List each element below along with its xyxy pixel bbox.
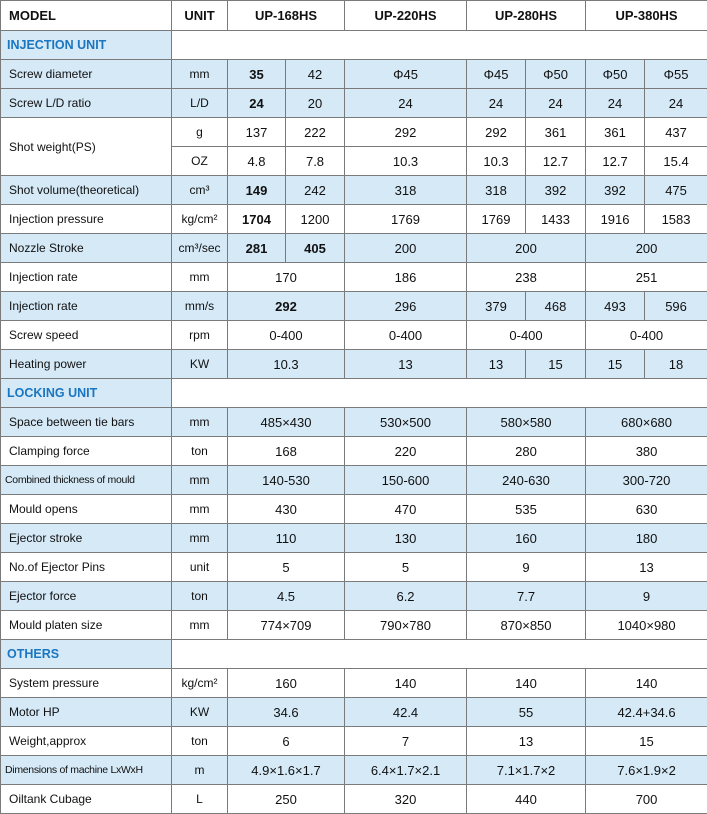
table-row (1, 756, 707, 785)
cell: 1200 (286, 205, 345, 234)
cell: 392 (526, 176, 586, 205)
table-row (1, 118, 707, 147)
row-unit: mm (172, 611, 228, 640)
cell: 470 (345, 495, 467, 524)
cell: 7.6×1.9×2 (586, 756, 707, 785)
cell: 170 (228, 263, 345, 292)
cell: 15 (526, 350, 586, 379)
cell: 9 (467, 553, 586, 582)
section-spacer (172, 31, 707, 60)
cell: 430 (228, 495, 345, 524)
cell: 24 (467, 89, 526, 118)
row-label: Motor HP (1, 698, 172, 727)
row-label: Mould platen size (1, 611, 172, 640)
cell: 140 (467, 669, 586, 698)
row-unit: kg/cm² (172, 205, 228, 234)
cell: 361 (526, 118, 586, 147)
unit-header: UNIT (172, 1, 228, 31)
row-unit: mm (172, 408, 228, 437)
cell: 140 (345, 669, 467, 698)
row-label: Heating power (1, 350, 172, 379)
section-spacer (172, 640, 707, 669)
cell: 1583 (645, 205, 707, 234)
cell: 7.7 (467, 582, 586, 611)
cell: 1769 (345, 205, 467, 234)
row-unit: unit (172, 553, 228, 582)
table-row (1, 582, 707, 611)
row-label: Space between tie bars (1, 408, 172, 437)
row-unit: ton (172, 727, 228, 756)
row-label: Combined thickness of mould (1, 466, 172, 495)
cell: 493 (586, 292, 645, 321)
row-unit: m (172, 756, 228, 785)
cell: 596 (645, 292, 707, 321)
cell: 18 (645, 350, 707, 379)
cell: 0-400 (228, 321, 345, 350)
table-row (1, 611, 707, 640)
section-label: OTHERS (1, 640, 172, 669)
table-row (1, 408, 707, 437)
cell: 292 (467, 118, 526, 147)
cell: 55 (467, 698, 586, 727)
table-row (1, 350, 707, 379)
cell: 405 (286, 234, 345, 263)
cell: Φ55 (645, 60, 707, 89)
cell: 7 (345, 727, 467, 756)
cell: 292 (228, 292, 345, 321)
cell: 137 (228, 118, 286, 147)
cell: 250 (228, 785, 345, 814)
cell: 34.6 (228, 698, 345, 727)
cell: 379 (467, 292, 526, 321)
table-row (1, 524, 707, 553)
cell: 318 (345, 176, 467, 205)
cell: 475 (645, 176, 707, 205)
cell: 580×580 (467, 408, 586, 437)
row-unit: mm/s (172, 292, 228, 321)
row-unit: rpm (172, 321, 228, 350)
cell: 5 (345, 553, 467, 582)
cell: 392 (586, 176, 645, 205)
row-unit: cm³ (172, 176, 228, 205)
header-row (1, 1, 707, 31)
cell: 140 (586, 669, 707, 698)
cell: 150-600 (345, 466, 467, 495)
cell: 35 (228, 60, 286, 89)
cell: 280 (467, 437, 586, 466)
table-row (1, 466, 707, 495)
row-label: Screw L/D ratio (1, 89, 172, 118)
row-label: Nozzle Stroke (1, 234, 172, 263)
cell: 6 (228, 727, 345, 756)
cell: 12.7 (586, 147, 645, 176)
cell: 200 (467, 234, 586, 263)
row-unit: mm (172, 524, 228, 553)
row-unit: g (172, 118, 228, 147)
row-label: Oiltank Cubage (1, 785, 172, 814)
cell: 200 (345, 234, 467, 263)
cell: 440 (467, 785, 586, 814)
cell: 1769 (467, 205, 526, 234)
row-label: Ejector force (1, 582, 172, 611)
row-label: System pressure (1, 669, 172, 698)
row-label: Ejector stroke (1, 524, 172, 553)
cell: 535 (467, 495, 586, 524)
cell: 1916 (586, 205, 645, 234)
model-up-280hs: UP-280HS (467, 1, 586, 31)
cell: 0-400 (586, 321, 707, 350)
cell: 240-630 (467, 466, 586, 495)
cell: 318 (467, 176, 526, 205)
row-unit: L/D (172, 89, 228, 118)
cell: 13 (467, 727, 586, 756)
table-row (1, 669, 707, 698)
row-label: Screw speed (1, 321, 172, 350)
cell: 300-720 (586, 466, 707, 495)
cell: 180 (586, 524, 707, 553)
cell: 437 (645, 118, 707, 147)
table-row (1, 89, 707, 118)
cell: 242 (286, 176, 345, 205)
table-row (1, 234, 707, 263)
row-label: Mould opens (1, 495, 172, 524)
cell: 630 (586, 495, 707, 524)
cell: 320 (345, 785, 467, 814)
cell: 700 (586, 785, 707, 814)
table-row (1, 321, 707, 350)
cell: 15 (586, 350, 645, 379)
cell: 361 (586, 118, 645, 147)
cell: 1704 (228, 205, 286, 234)
cell: 130 (345, 524, 467, 553)
cell: 186 (345, 263, 467, 292)
row-unit: L (172, 785, 228, 814)
cell: 24 (345, 89, 467, 118)
cell: 4.8 (228, 147, 286, 176)
cell: 238 (467, 263, 586, 292)
cell: 20 (286, 89, 345, 118)
section-label: LOCKING UNIT (1, 379, 172, 408)
row-label: Injection rate (1, 292, 172, 321)
cell: 281 (228, 234, 286, 263)
row-unit: ton (172, 582, 228, 611)
cell: Φ50 (586, 60, 645, 89)
row-label: Shot weight(PS) (1, 118, 172, 176)
cell: 4.9×1.6×1.7 (228, 756, 345, 785)
cell: 485×430 (228, 408, 345, 437)
cell: 42.4 (345, 698, 467, 727)
cell: 10.3 (345, 147, 467, 176)
model-up-168hs: UP-168HS (228, 1, 345, 31)
cell: 12.7 (526, 147, 586, 176)
model-header: MODEL (1, 1, 172, 31)
cell: 7.8 (286, 147, 345, 176)
cell: 42.4+34.6 (586, 698, 707, 727)
table-row (1, 292, 707, 321)
cell: 160 (228, 669, 345, 698)
table-row (1, 205, 707, 234)
cell: 160 (467, 524, 586, 553)
cell: 6.2 (345, 582, 467, 611)
row-label: No.of Ejector Pins (1, 553, 172, 582)
section-locking-unit (1, 379, 707, 408)
row-unit: KW (172, 350, 228, 379)
cell: 1040×980 (586, 611, 707, 640)
row-unit: mm (172, 60, 228, 89)
row-label: Shot volume(theoretical) (1, 176, 172, 205)
cell: 110 (228, 524, 345, 553)
cell: 15 (586, 727, 707, 756)
table-row (1, 698, 707, 727)
cell: 0-400 (467, 321, 586, 350)
cell: Φ45 (345, 60, 467, 89)
cell: 24 (526, 89, 586, 118)
row-unit: mm (172, 263, 228, 292)
row-unit: kg/cm² (172, 669, 228, 698)
table-row (1, 727, 707, 756)
cell: 222 (286, 118, 345, 147)
cell: 7.1×1.7×2 (467, 756, 586, 785)
table-row (1, 176, 707, 205)
row-unit: ton (172, 437, 228, 466)
cell: 5 (228, 553, 345, 582)
cell: 296 (345, 292, 467, 321)
cell: 530×500 (345, 408, 467, 437)
table-row (1, 785, 707, 814)
cell: 13 (345, 350, 467, 379)
cell: 24 (645, 89, 707, 118)
row-label: Dimensions of machine LxWxH (1, 756, 172, 785)
section-injection-unit (1, 31, 707, 60)
table-row (1, 263, 707, 292)
row-label: Screw diameter (1, 60, 172, 89)
section-label: INJECTION UNIT (1, 31, 172, 60)
cell: Φ45 (467, 60, 526, 89)
cell: 380 (586, 437, 707, 466)
section-spacer (172, 379, 707, 408)
cell: 680×680 (586, 408, 707, 437)
table-row (1, 553, 707, 582)
cell: 1433 (526, 205, 586, 234)
section-others (1, 640, 707, 669)
cell: 10.3 (467, 147, 526, 176)
cell: 774×709 (228, 611, 345, 640)
cell: 15.4 (645, 147, 707, 176)
cell: 251 (586, 263, 707, 292)
cell: 790×780 (345, 611, 467, 640)
row-unit: mm (172, 466, 228, 495)
cell: 24 (586, 89, 645, 118)
cell: 24 (228, 89, 286, 118)
cell: 220 (345, 437, 467, 466)
row-unit: KW (172, 698, 228, 727)
cell: Φ50 (526, 60, 586, 89)
cell: 140-530 (228, 466, 345, 495)
cell: 9 (586, 582, 707, 611)
cell: 0-400 (345, 321, 467, 350)
cell: 42 (286, 60, 345, 89)
table-row (1, 495, 707, 524)
cell: 13 (467, 350, 526, 379)
row-label: Clamping force (1, 437, 172, 466)
row-unit: OZ (172, 147, 228, 176)
row-unit: cm³/sec (172, 234, 228, 263)
row-label: Injection pressure (1, 205, 172, 234)
row-unit: mm (172, 495, 228, 524)
row-label: Injection rate (1, 263, 172, 292)
model-up-220hs: UP-220HS (345, 1, 467, 31)
cell: 4.5 (228, 582, 345, 611)
cell: 149 (228, 176, 286, 205)
table-row (1, 437, 707, 466)
cell: 6.4×1.7×2.1 (345, 756, 467, 785)
table-row (1, 60, 707, 89)
cell: 870×850 (467, 611, 586, 640)
cell: 168 (228, 437, 345, 466)
model-up-380hs: UP-380HS (586, 1, 707, 31)
cell: 292 (345, 118, 467, 147)
row-label: Weight,approx (1, 727, 172, 756)
cell: 468 (526, 292, 586, 321)
cell: 13 (586, 553, 707, 582)
cell: 10.3 (228, 350, 345, 379)
cell: 200 (586, 234, 707, 263)
